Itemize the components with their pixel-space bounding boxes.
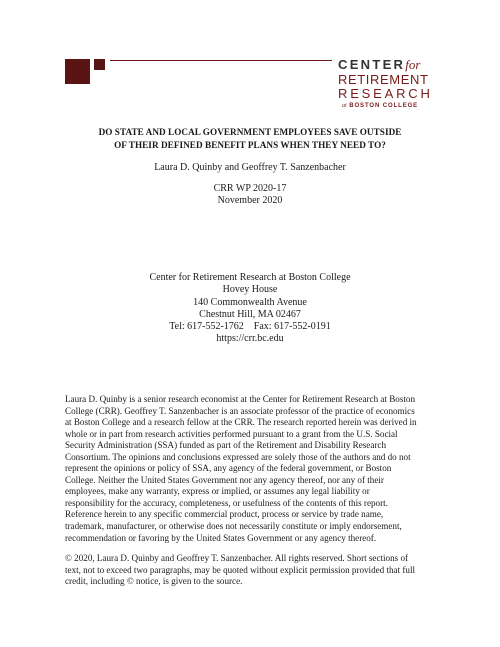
disclaimer-line: represent the opinions or policy of SSA, any agency of the federal government, or Boston [65, 463, 392, 474]
address-block [40, 272, 460, 346]
authors: Laura D. Quinby and Geoffrey T. Sanzenbacher [154, 162, 346, 173]
address-building: Hovey House [222, 284, 278, 296]
header-rule [110, 60, 332, 61]
logo-center-text: CENTER [338, 57, 406, 72]
disclaimer-line: employees, make any warranty, express or implied, or assumes any legal liability or [65, 486, 370, 497]
disclaimer-line: Security Administration (SSA) funded as part of the Retirement and Disability Research [65, 440, 386, 451]
disclaimer-line: at Boston College and a research fellow at the CRR. The research reported herein was derived in [65, 417, 417, 428]
paper-title [40, 126, 460, 151]
logo-line-center [338, 58, 438, 71]
paper-info [40, 183, 460, 207]
logo-for-text: for [405, 57, 421, 72]
logo-bc-text: BOSTON COLLEGE [349, 103, 419, 109]
logo-square-large [65, 59, 90, 84]
disclaimer-line: Reference herein to any specific commercial product, process or service by trade name, [65, 509, 384, 520]
logo-line-boston-college [338, 103, 438, 109]
disclaimer-line: College. Neither the United States Government nor any agency thereof, nor any of their [65, 474, 384, 485]
address-street: 140 Commonwealth Avenue [193, 296, 307, 308]
disclaimer-line: Laura D. Quinby is a senior research economist at the Center for Retirement Research at Boston [65, 394, 415, 404]
paper-date: November 2020 [217, 195, 283, 206]
address-url[interactable]: https://crr.bc.edu [216, 333, 284, 345]
copyright-line: text, not to exceed two paragraphs, may be quoted without explicit permission provided that full [65, 564, 416, 575]
logo-at-text: at [342, 103, 347, 109]
address-phone-fax: Tel: 617-552-1762 Fax: 617-552-0191 [169, 321, 331, 333]
copyright-line: © 2020, Laura D. Quinby and Geoffrey T. Sanzenbacher. All rights reserved. Short sections of [65, 553, 409, 563]
disclaimer-line: Consortium. The opinions and conclusions expressed are solely those of the authors and do not [65, 451, 411, 462]
disclaimer-line: trademark, manufacturer, or otherwise does not necessarily constitute or imply endorsement, [65, 521, 402, 532]
disclaimer-line: recommendation or favoring by the United States Government or any agency thereof. [65, 532, 377, 543]
logo-line-retirement: RETIREMENT [338, 72, 429, 87]
address-city: Chestnut Hill, MA 02467 [199, 308, 301, 320]
title-line-2: OF THEIR DEFINED BENEFIT PLANS WHEN THEY NEED TO? [114, 139, 386, 150]
logo-line-research: RESEARCH [338, 86, 433, 101]
logo-square-small [94, 59, 105, 70]
address-org: Center for Retirement Research at Boston College [149, 272, 351, 283]
disclaimer-paragraph [65, 394, 437, 544]
copyright-paragraph [65, 553, 437, 588]
paper-number: CRR WP 2020-17 [213, 183, 287, 194]
disclaimer-line: whole or in part from research activities performed pursuant to a grant from the U.S. Social [65, 428, 398, 439]
copyright-line: credit, including © notice, is given to the source. [65, 576, 243, 587]
disclaimer-line: College (CRR). Geoffrey T. Sanzenbacher is an associate professor of the practice of economics [65, 405, 415, 416]
title-line-1: DO STATE AND LOCAL GOVERNMENT EMPLOYEES SAVE OUTSIDE [98, 127, 402, 137]
crr-logo [338, 58, 438, 109]
disclaimer-line: responsibility for the accuracy, completeness, or usefulness of the contents of this report. [65, 497, 388, 508]
